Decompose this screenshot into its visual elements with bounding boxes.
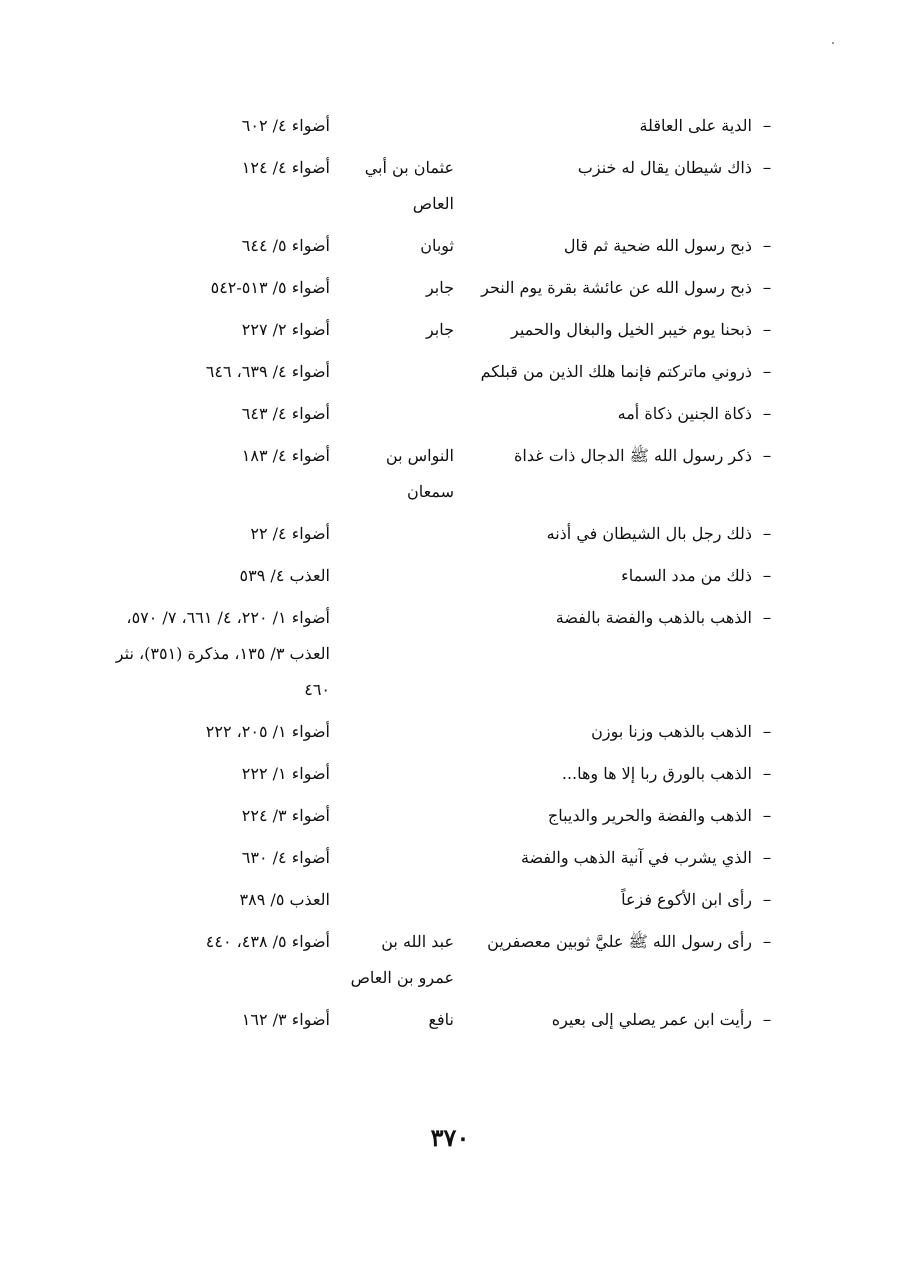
entry-reference: أضواء ٤/ ٦٤٣ <box>241 404 330 423</box>
entry-hadith-text: ذبح رسول الله عن عائشة بقرة يوم النحر <box>481 278 752 297</box>
entry-reference: أضواء ١/ ٢٢٢ <box>241 764 330 783</box>
entry-hadith-text: الذهب بالذهب والفضة بالفضة <box>555 608 752 627</box>
entry-dash: – <box>762 1010 772 1030</box>
entry-hadith-text: ذروني ماتركتم فإنما هلك الذين من قبلكم <box>480 362 752 381</box>
scan-speck <box>832 42 834 44</box>
entry-reference: أضواء ٣/ ١٦٢ <box>241 1010 330 1029</box>
entry-hadith-text: رأى رسول الله ﷺ عليَّ ثوبين معصفرين <box>487 932 752 951</box>
entry-reference: أضواء ٤/ ١٢٤ <box>241 158 330 177</box>
index-entry <box>102 154 782 222</box>
entry-dash: – <box>762 806 772 826</box>
entry-narrator: نافع <box>428 1010 454 1029</box>
index-entry <box>102 928 782 996</box>
entry-narrator: عبد الله بن عمرو بن العاص <box>350 932 454 987</box>
entry-reference: أضواء ٤/ ٦٣٩، ٦٤٦ <box>205 362 330 381</box>
entry-hadith-text: الدية على العاقلة <box>639 116 752 135</box>
entry-dash: – <box>762 320 772 340</box>
index-entry <box>102 802 782 834</box>
entry-reference: أضواء ١/ ٢٠٥، ٢٢٢ <box>205 722 330 741</box>
index-entry <box>102 520 782 552</box>
entry-reference: العذب ٥/ ٣٨٩ <box>239 890 330 909</box>
entry-reference: أضواء ١/ ٢٢٠، ٤/ ٦٦١، ٧/ ٥٧٠، العذب ٣/ ١٣٥، مذكرة (٣٥١)، نثر ٤٦٠ <box>115 608 330 699</box>
entry-reference: العذب ٤/ ٥٣٩ <box>239 566 330 585</box>
index-entry <box>102 1006 782 1038</box>
entry-reference: أضواء ٥/ ٤٣٨، ٤٤٠ <box>205 932 330 951</box>
index-entry <box>102 274 782 306</box>
entry-hadith-text: الذهب بالذهب وزنا بوزن <box>591 722 752 741</box>
index-entry <box>102 358 782 390</box>
entry-hadith-text: ذلك من مدد السماء <box>621 566 752 585</box>
entry-reference: أضواء ٤/ ٢٢ <box>250 524 330 543</box>
entry-narrator: النواس بن سمعان <box>385 446 454 501</box>
entry-reference: أضواء ٤/ ٦٠٢ <box>241 116 330 135</box>
index-entry <box>102 886 782 918</box>
entry-reference: أضواء ٥/ ٦٤٤ <box>241 236 330 255</box>
entry-hadith-text: الذي يشرب في آنية الذهب والفضة <box>520 848 752 867</box>
entry-hadith-text: رأى ابن الأكوع فزعاً <box>621 890 752 909</box>
entry-hadith-text: رأيت ابن عمر يصلي إلى بعيره <box>551 1010 752 1029</box>
entry-dash: – <box>762 608 772 628</box>
entry-hadith-text: ذلك رجل بال الشيطان في أذنه <box>546 524 752 543</box>
entry-dash: – <box>762 764 772 784</box>
entry-dash: – <box>762 446 772 466</box>
entry-dash: – <box>762 236 772 256</box>
entry-dash: – <box>762 404 772 424</box>
entry-dash: – <box>762 524 772 544</box>
entry-dash: – <box>762 848 772 868</box>
entry-hadith-text: ذبحنا يوم خيبر الخيل والبغال والحمير <box>510 320 752 339</box>
index-entry <box>102 844 782 876</box>
index-entry <box>102 400 782 432</box>
index-entry <box>102 442 782 510</box>
entry-reference: أضواء ٢/ ٢٢٧ <box>241 320 330 339</box>
index-entry <box>102 604 782 708</box>
entry-dash: – <box>762 932 772 952</box>
index-entry <box>102 760 782 792</box>
index-entry <box>102 562 782 594</box>
entry-reference: أضواء ٤/ ٦٣٠ <box>241 848 330 867</box>
entry-dash: – <box>762 278 772 298</box>
entry-hadith-text: الذهب بالورق ربا إلا ها وها... <box>561 764 752 783</box>
entry-hadith-text: الذهب والفضة والحرير والديباج <box>547 806 752 825</box>
entry-narrator: جابر <box>425 320 454 339</box>
entry-narrator: جابر <box>425 278 454 297</box>
index-entry <box>102 232 782 264</box>
entry-dash: – <box>762 722 772 742</box>
entry-hadith-text: ذكر رسول الله ﷺ الدجال ذات غداة <box>514 446 752 465</box>
index-entry <box>102 316 782 348</box>
entry-reference: أضواء ٤/ ١٨٣ <box>241 446 330 465</box>
entry-dash: – <box>762 890 772 910</box>
index-entry <box>102 112 782 144</box>
entry-dash: – <box>762 158 772 178</box>
page-number: ٣٧٠ <box>430 1123 470 1152</box>
entry-hadith-text: ذاك شيطان يقال له خنزب <box>577 158 752 177</box>
entry-narrator: ثوبان <box>420 236 454 255</box>
entry-dash: – <box>762 116 772 136</box>
entry-hadith-text: ذكاة الجنين ذكاة أمه <box>617 404 752 423</box>
entry-dash: – <box>762 566 772 586</box>
entry-reference: أضواء ٣/ ٢٢٤ <box>241 806 330 825</box>
entry-reference: أضواء ٥/ ٥١٣-٥٤٢ <box>210 278 330 297</box>
entry-hadith-text: ذبح رسول الله ضحية ثم قال <box>563 236 752 255</box>
entry-narrator: عثمان بن أبي العاص <box>364 158 454 213</box>
hadith-index-list <box>102 112 782 1048</box>
index-entry <box>102 718 782 750</box>
entry-dash: – <box>762 362 772 382</box>
